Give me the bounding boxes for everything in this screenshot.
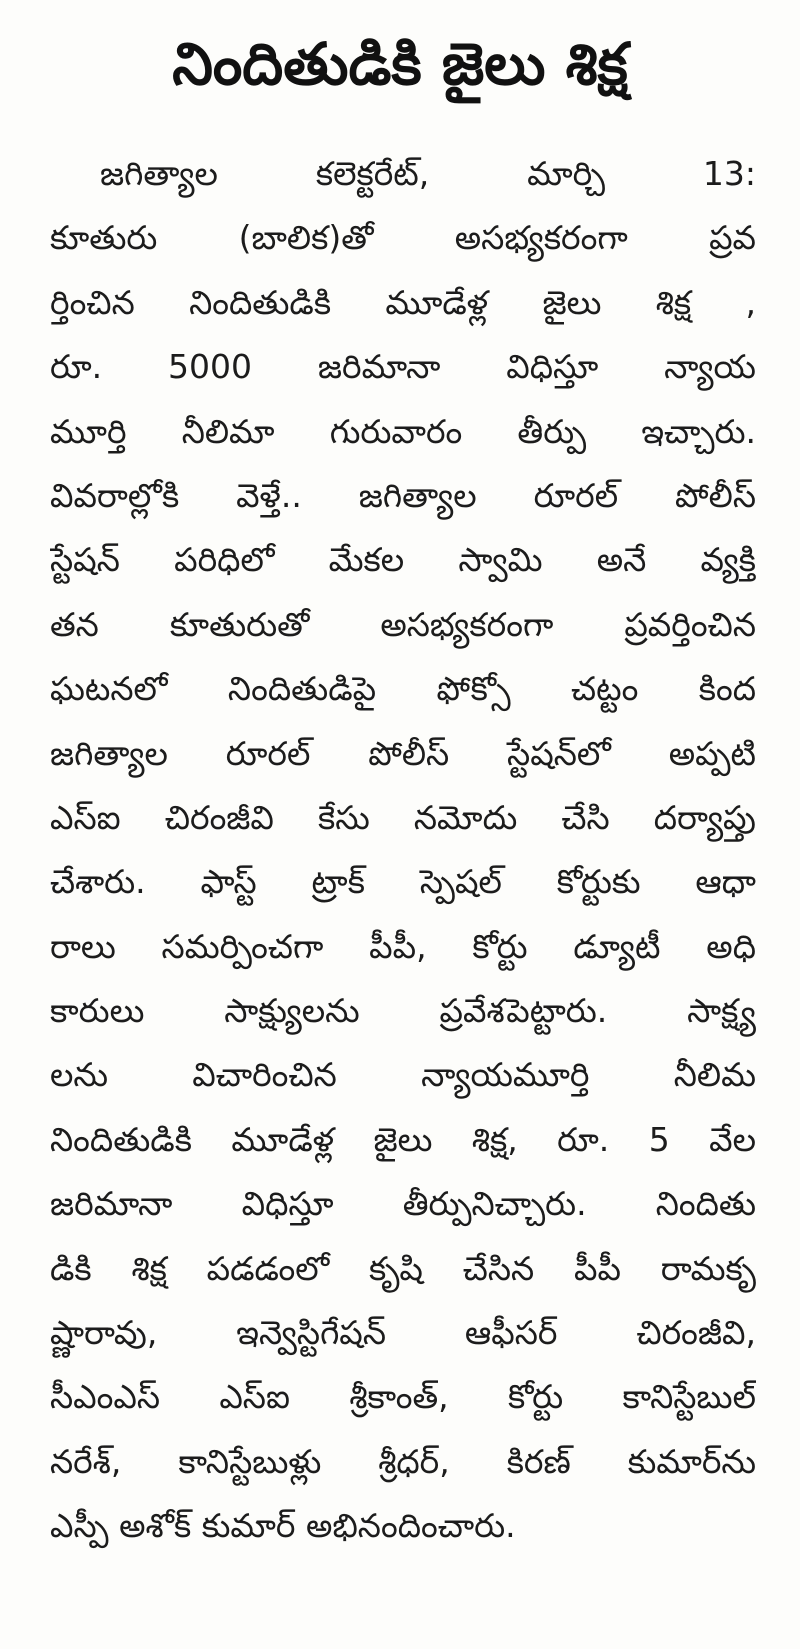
article-line: జగిత్యాల కలెక్టరేట్, మార్చి 13:	[100, 154, 756, 193]
article-line: రాలు సమర్పించగా పీపీ, కోర్టు డ్యూటీ అధి	[50, 926, 756, 966]
article-line: నరేశ్, కానిస్టేబుళ్లు శ్రీధర్, కిరణ్ కుమార్‌ను	[50, 1441, 756, 1481]
article-line: వివరాల్లోకి వెళ్తే.. జగిత్యాల రూరల్ పోలీస్	[50, 475, 756, 515]
cropped-previous-article-edge	[0, 0, 800, 10]
article-line: ర్తించిన నిందితుడికి మూడేళ్ల జైలు శిక్ష ,	[50, 282, 756, 322]
article-line: నిందితుడికి మూడేళ్ల జైలు శిక్ష, రూ. 5 వేల	[50, 1119, 756, 1159]
article-line: డికి శిక్ష పడడంలో కృషి చేసిన పీపీ రామకృ	[50, 1248, 756, 1288]
article-line: లను విచారించిన న్యాయమూర్తి నీలిమ	[50, 1055, 756, 1095]
article-line: జరిమానా విధిస్తూ తీర్పునిచ్చారు. నిందితు	[50, 1184, 756, 1224]
article-line: జగిత్యాల రూరల్ పోలీస్ స్టేషన్‌లో అప్పటి	[50, 733, 756, 773]
article-body	[50, 142, 756, 1559]
article-line: రూ. 5000 జరిమానా విధిస్తూ న్యాయ	[50, 347, 756, 387]
article-line: చేశారు. ఫాస్ట్ ట్రాక్ స్పెషల్ కోర్టుకు ఆధా	[50, 862, 756, 902]
article-line: ఎస్ఐ చిరంజీవి కేసు నమోదు చేసి దర్యాప్తు	[50, 797, 756, 837]
article-line: కూతురు (బాలిక)తో అసభ్యకరంగా ప్రవ	[50, 218, 756, 258]
article-line: ష్ణారావు, ఇన్వెస్టిగేషన్ ఆఫీసర్ చిరంజీవి,	[50, 1313, 756, 1353]
article-headline: నిందితుడికి జైలు శిక్ష	[172, 30, 628, 98]
article-line: స్టేషన్ పరిధిలో మేకల స్వామి అనే వ్యక్తి	[50, 540, 756, 580]
article-line: ఘటనలో నిందితుడిపై ఫోక్సో చట్టం కింద	[50, 669, 756, 709]
article-line: ఎస్పీ అశోక్ కుమార్ అభినందించారు.	[50, 1506, 516, 1546]
article-line: కారులు సాక్ష్యులను ప్రవేశపెట్టారు. సాక్ష్య	[50, 991, 756, 1031]
article-line: సీఎంఎస్ ఎస్ఐ శ్రీకాంత్, కోర్టు కానిస్టేబుల్	[50, 1377, 756, 1417]
article-line: తన కూతురుతో అసభ్యకరంగా ప్రవర్తించిన	[50, 604, 756, 644]
article-line: మూర్తి నీలిమా గురువారం తీర్పు ఇచ్చారు.	[50, 411, 756, 451]
